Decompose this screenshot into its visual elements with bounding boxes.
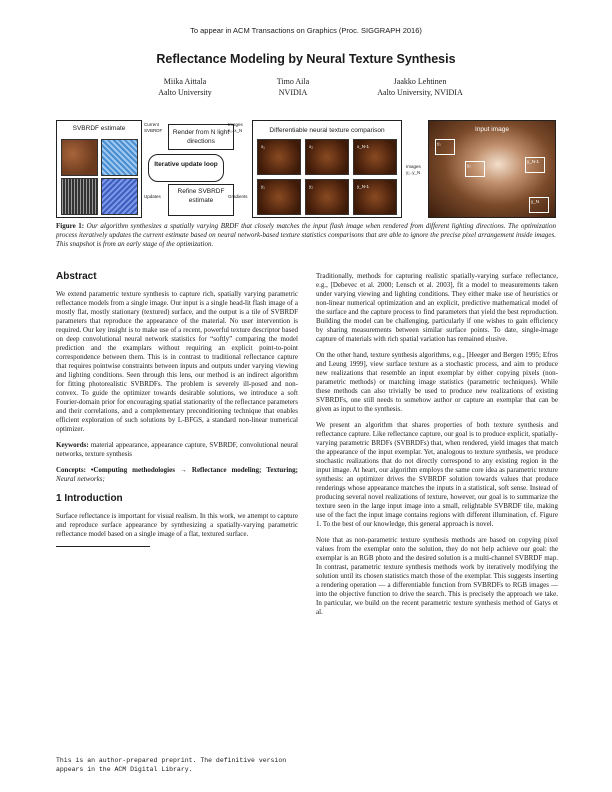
crop-y1: [257, 179, 301, 215]
render-x1: [257, 139, 301, 175]
input-image: [428, 120, 556, 218]
preprint-notice: This is an author-prepared preprint. The definitive version appears in the ACM Digital Library.: [56, 757, 287, 773]
ccs-label: Concepts: •Computing methodologies → Reflectance modeling;: [56, 466, 262, 474]
author-affiliation: Aalto University: [158, 88, 212, 97]
ccs-label-2: Texturing;: [266, 466, 298, 474]
diffuse-map: [61, 139, 98, 176]
iterative-label: Iterative update loop: [154, 161, 218, 168]
y-label-2: y₂: [309, 184, 313, 189]
refine-box: [168, 184, 234, 216]
render-xn: [353, 139, 397, 175]
body-paragraph-3: We present an algorithm that shares properties of both texture synthesis and reflectance capture. Like reflectance capture, our goal is to produce explicit, spatially-varying parametric BRDFs (SVBRDFs) that, when rendered, yield images that match the appearance of the input exemplar. Yet, analogous to texture synthesis, we produce stochastic realizations that do not directly correspond to any existing region in the input image. At heart, our algorithm employs the same core idea as parametric texture synthesis: an optimizer drives the SVBRDF solution towards values that produce renderings whose appearance matches the inputs in a statistical, soft sense. Instead of producing several novel realizations of texture, however, our goal is to summarize the texture seen in the large input image into a small, relightable SVBRDF tile, making use of the fact the input image contains regions with different illumination, cf. Figure 1. To the best of our knowledge, this general approach is novel.: [316, 421, 558, 528]
y-label-n: y_N-1: [357, 184, 370, 189]
crop-marker: y_N-1: [525, 157, 545, 173]
author-3: [330, 76, 510, 98]
ccs-concepts: [56, 466, 298, 484]
footnote-rule: [56, 546, 150, 547]
paper-title: Reflectance Modeling by Neural Texture Synthesis: [156, 52, 456, 66]
normal-map: [101, 139, 138, 176]
header-note: To appear in ACM Transactions on Graphics (Proc. SIGGRAPH 2016): [190, 26, 422, 35]
author-block: [0, 76, 612, 102]
crop-marker: y_N: [529, 197, 549, 213]
comparison-panel: [252, 120, 402, 218]
iterative-loop-box: [148, 154, 224, 182]
render-label: Render from N light directions: [172, 129, 230, 145]
current-svbrdf-label: Current SVBRDF: [144, 122, 163, 133]
keywords-label: Keywords:: [56, 441, 89, 449]
author-name: Jaakko Lehtinen: [393, 77, 447, 86]
keywords: [56, 441, 298, 459]
images-x-label: Images x₁..x_N: [228, 122, 243, 133]
body-paragraph-2: On the other hand, texture synthesis algorithms, e.g., [Heeger and Bergen 1995; Efros and Leung 1999], view surface texture as a stochastic process, and aim to produce new realizations that resemble an input exemplar by either copying pixels (non-parametric methods) or matching image statistics (parametric techniques). While these methods can also trivially be used to produce new realizations of existing SVBRDFs, one still needs to somehow author or capture an exemplar that can be given as input to the synthesis.: [316, 351, 558, 413]
author-name: Timo Aila: [276, 77, 310, 86]
comparison-label: Differentiable neural texture comparison: [269, 127, 385, 134]
images-y-label: Images y₁..y_N: [406, 164, 421, 175]
input-image-label: Input image: [475, 126, 509, 133]
keywords-text: material appearance, appearance capture, SVBRDF, convolutional neural networks, texture synthesis: [56, 441, 298, 458]
body-paragraph-1: Traditionally, methods for capturing realistic spatially-varying surface reflectance, e.g., [Debevec et al. 2000; Lensch et al. 2003], fit a model to measurements taken under varying viewing and lighting conditions. They either make use of heuristics or non-linear numerical optimization and an explicit, predictive mathematical model of the surface and the capture process to find parameters that yield the best reproduction. Building the model can be challenging, particularly if one wishes to gain efficiency by sharing measurements between similar surface points. To date, single-image capture of materials with rich spatial variation has remained elusive.: [316, 272, 558, 343]
caption-label: Figure 1:: [56, 222, 85, 230]
author-affiliation: Aalto University, NVIDIA: [377, 88, 463, 97]
x-label-2: x₂: [309, 144, 313, 149]
updates-label: Updates: [144, 194, 161, 199]
crop-marker: y₁: [435, 139, 455, 155]
ccs-italic: Neural networks;: [56, 475, 105, 483]
refine-label: Refine SVBRDF estimate: [177, 188, 225, 204]
left-column: [56, 272, 298, 547]
render-x2: [305, 139, 349, 175]
caption-text: Our algorithm synthesizes a spatially varying BRDF that closely matches the input flash image when rendered from different lighting directions. The optimization process iteratively updates the current estimate based on neural network-based texture statistics comparisons that are able to ignore the precise pixel arrangement inside images. This snapshot is from an early stage of the optimization.: [56, 222, 556, 248]
body-paragraph-4: Note that as non-parametric texture synthesis methods are based on copying pixel values from the exemplar onto the solution, they do not help achieve our goal: the exemplar is an RGB photo and the desired solution is a multi-channel SVBRDF map. In contrast, parametric texture synthesis methods work by iteratively modifying the solution until its chosen statistics match those of the exemplar. This suggests inserting a rendering operation — a differentiable function from SVBRDFs to RGB images — into the objective function to drive the search. This is precisely the approach we take. In particular, we build on the recent parametric texture synthesis method of Gatys et al.: [316, 536, 558, 616]
intro-heading: 1 Introduction: [56, 493, 123, 504]
author-affiliation: NVIDIA: [278, 88, 308, 97]
specular-map: [61, 178, 98, 215]
svbrdf-label: SVBRDF estimate: [72, 125, 126, 132]
figure-1: [56, 120, 556, 218]
figure-caption: [56, 222, 556, 249]
y-label-1: y₁: [261, 184, 265, 189]
right-column: [316, 272, 558, 624]
abstract-heading: Abstract: [56, 271, 97, 282]
render-box: [168, 124, 234, 150]
crop-marker: y₂: [465, 161, 485, 177]
glossiness-map: [101, 178, 138, 215]
intro-body: Surface reflectance is important for visual realism. In this work, we attempt to capture and reproduce surface appearance by synthesizing a spatially-varying parametric reflectance model based on a single image of a flat, textured surface.: [56, 512, 298, 538]
crop-yn: [353, 179, 397, 215]
author-name: Miika Aittala: [163, 77, 207, 86]
gradients-label: Gradients: [228, 194, 248, 199]
svbrdf-estimate-panel: [56, 120, 142, 218]
crop-y2: [305, 179, 349, 215]
x-label-1: x₁: [261, 144, 265, 149]
author-1: [130, 76, 240, 98]
abstract-body: We extend parametric texture synthesis to capture rich, spatially varying parametric reflectance models from a single image. Our input is a single head-lit flash image of a mostly flat, mostly stationary (textured) surface, and the output is a tile of SVBRDF parameters that reproduce the appearance of the material. No user intervention is required. Our key insight is to make use of a recent, powerful texture descriptor based on deep convolutional neural network statistics for “softly” comparing the model prediction and the examplars without requiring an explicit point-to-point correspondence between them. This is in contrast to traditional reflectance capture that requires pointwise constraints between inputs and outputs under varying viewing and lighting conditions. Seen through this lens, our method is an indirect algorithm for fitting photorealistic SVBRDFs. The problem is severely ill-posed and non-convex. To guide the optimizer towards desirable solutions, we introduce a soft Fourier-domain prior for encouraging spatial stationarity of the reflectance parameters and their correlations, and a complementary preconditioning technique that enables efficient exploration of such solutions by L-BFGS, a standard non-linear numerical optimizer.: [56, 290, 298, 433]
x-label-n: x_N-1: [357, 144, 370, 149]
